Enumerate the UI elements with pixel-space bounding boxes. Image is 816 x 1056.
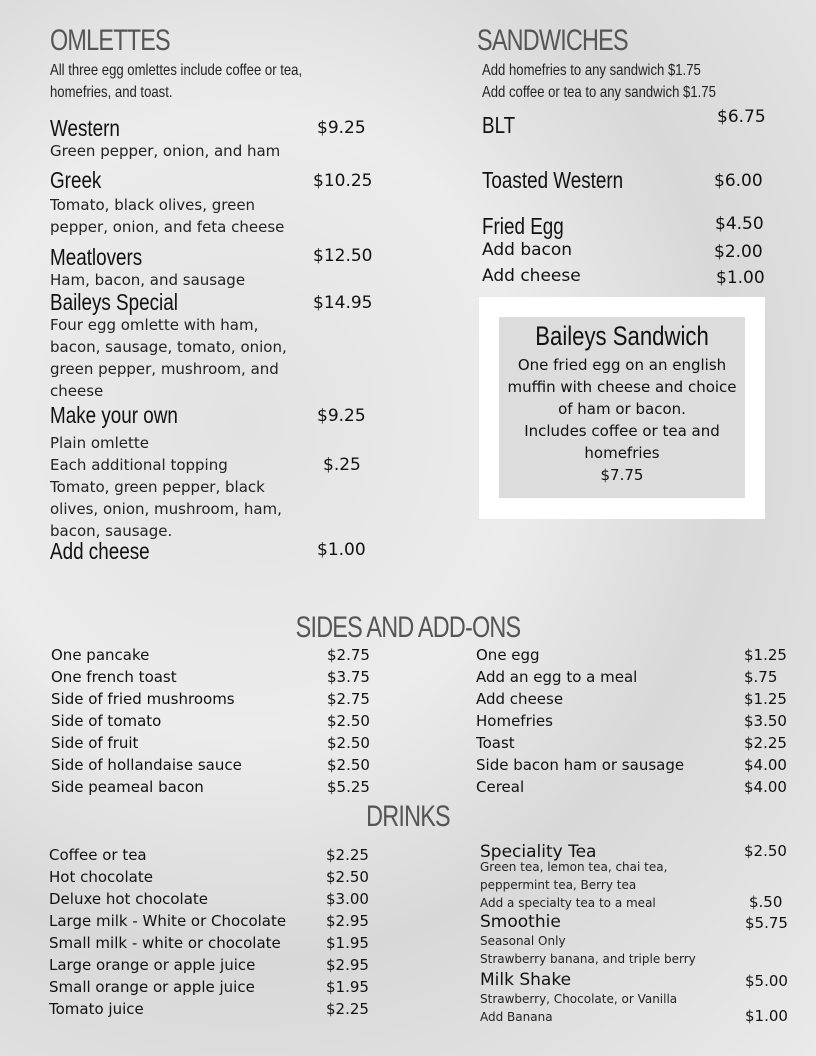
sandwich-add-bacon: Add bacon (482, 240, 573, 260)
milkshake-price: $5.00 (745, 972, 788, 990)
menu-row (51, 734, 371, 756)
menu-row (49, 912, 371, 934)
menu-row-name: Side of tomato (51, 712, 162, 730)
baileys-sandwich-panel (499, 317, 745, 498)
menu-row (476, 756, 788, 778)
omelette-greek-price: $10.25 (313, 171, 373, 191)
menu-row-price: $.75 (744, 668, 778, 686)
smoothie-desc-2: Strawberry banana, and triple berry (480, 952, 696, 966)
menu-row-price: $4.00 (744, 778, 787, 796)
menu-row-name: Large milk - White or Chocolate (49, 912, 287, 930)
menu-row-price: $4.00 (744, 756, 787, 774)
topping-label: Each additional topping (50, 456, 228, 474)
menu-row (51, 756, 371, 778)
menu-row (49, 1000, 371, 1022)
omelette-western-price: $9.25 (317, 118, 366, 138)
menu-row-name: Tomato juice (49, 1000, 144, 1018)
omelette-baileys-special-price: $14.95 (313, 293, 373, 313)
sandwich-toasted-western-price: $6.00 (714, 171, 763, 191)
menu-row-name: Side bacon ham or sausage (476, 756, 685, 774)
menu-row-name: One pancake (51, 646, 150, 664)
tea-desc-2: peppermint tea, Berry tea (480, 878, 637, 892)
sandwiches-note-2: Add coffee or tea to any sandwich $1.75 (482, 84, 716, 101)
menu-row-name: Large orange or apple juice (49, 956, 256, 974)
menu-row-price: $1.95 (326, 978, 369, 996)
menu-row-name: Small orange or apple juice (49, 978, 255, 996)
menu-row (51, 690, 371, 712)
sandwiches-note-1: Add homefries to any sandwich $1.75 (482, 62, 701, 79)
baileys-sandwich-box (479, 297, 765, 519)
tea-price: $2.50 (744, 842, 787, 860)
sandwich-blt-name: BLT (482, 112, 516, 138)
menu-row-price: $2.95 (326, 956, 369, 974)
menu-row (476, 646, 788, 668)
menu-row-price: $2.50 (327, 712, 370, 730)
milkshake-addon-price: $1.00 (745, 1007, 788, 1025)
drinks-heading: DRINKS (366, 800, 450, 833)
menu-row-name: Homefries (476, 712, 553, 730)
menu-row (476, 734, 788, 756)
smoothie-price: $5.75 (745, 914, 788, 932)
baileys-sandwich-includes: Includes coffee or tea and homefries (524, 422, 720, 462)
menu-row-name: One egg (476, 646, 540, 664)
menu-row-price: $3.50 (744, 712, 787, 730)
menu-row-name: Side of fried mushrooms (51, 690, 235, 708)
smoothie-name: Smoothie (480, 912, 561, 932)
omelette-make-your-own-desc: Plain omlette (50, 434, 150, 452)
omelette-meatlovers-desc: Ham, bacon, and sausage (50, 271, 246, 289)
sandwich-fried-egg-price: $4.50 (715, 214, 764, 234)
menu-row-name: Small milk - white or chocolate (49, 934, 281, 952)
omelette-make-your-own-price: $9.25 (317, 406, 366, 426)
menu-row-price: $2.50 (327, 734, 370, 752)
milkshake-addon: Add Banana (480, 1010, 553, 1024)
menu-row-price: $1.95 (326, 934, 369, 952)
menu-row-name: Side peameal bacon (51, 778, 204, 796)
sandwich-blt-price: $6.75 (717, 107, 766, 127)
topping-price: $.25 (323, 455, 361, 475)
menu-row-name: Add an egg to a meal (476, 668, 638, 686)
baileys-sandwich-desc: One fried egg on an english muffin with cheese and choice of ham or bacon. (507, 356, 737, 418)
menu-row-name: Side of hollandaise sauce (51, 756, 242, 774)
sandwich-fried-egg-name: Fried Egg (482, 213, 564, 239)
tea-addon-price: $.50 (749, 893, 783, 911)
menu-row (49, 956, 371, 978)
milkshake-desc: Strawberry, Chocolate, or Vanilla (480, 992, 678, 1006)
menu-row (49, 934, 371, 956)
baileys-sandwich-price: $7.75 (600, 466, 644, 484)
menu-row (476, 690, 788, 712)
omelette-baileys-special-desc: Four egg omlette with ham, bacon, sausage, tomato, onion, green pepper, mushroom, and cheese (50, 316, 287, 400)
omelette-add-cheese: Add cheese (50, 538, 150, 564)
tea-desc-1: Green tea, lemon tea, chai tea, (480, 860, 668, 874)
tea-addon: Add a specialty tea to a meal (480, 896, 656, 910)
menu-row-price: $2.50 (327, 756, 370, 774)
milkshake-name: Milk Shake (480, 970, 572, 990)
menu-row (51, 646, 371, 668)
omelette-greek-name: Greek (50, 167, 102, 193)
menu-row (49, 978, 371, 1000)
menu-row-name: One french toast (51, 668, 177, 686)
menu-row (49, 868, 371, 890)
menu-row (51, 668, 371, 690)
menu-row (51, 778, 371, 800)
menu-row-price: $2.25 (326, 846, 369, 864)
omelettes-heading: OMLETTES (50, 24, 170, 57)
menu-row-name: Cereal (476, 778, 525, 796)
sides-heading: SIDES AND ADD-ONS (295, 611, 521, 644)
omelette-add-cheese-price: $1.00 (317, 540, 366, 560)
sandwich-add-bacon-price: $2.00 (714, 242, 763, 262)
smoothie-desc-1: Seasonal Only (480, 934, 566, 948)
menu-row (49, 846, 371, 868)
menu-row-price: $2.25 (326, 1000, 369, 1018)
omelette-western-desc: Green pepper, onion, and ham (50, 142, 281, 160)
menu-row-price: $3.00 (326, 890, 369, 908)
menu-row (476, 712, 788, 734)
menu-row-price: $1.25 (744, 646, 787, 664)
menu-row-price: $1.25 (744, 690, 787, 708)
omelette-meatlovers-name: Meatlovers (50, 244, 143, 270)
topping-list: Tomato, green pepper, black olives, onion, mushroom, ham, bacon, sausage. (50, 478, 282, 540)
menu-row (476, 668, 788, 690)
tea-name: Speciality Tea (480, 842, 597, 862)
menu-row-name: Hot chocolate (49, 868, 153, 886)
omelette-greek-desc: Tomato, black olives, green pepper, onion, and feta cheese (50, 196, 285, 236)
menu-row (51, 712, 371, 734)
menu-row-price: $2.75 (327, 646, 370, 664)
menu-row-name: Coffee or tea (49, 846, 147, 864)
menu-row-name: Add cheese (476, 690, 564, 708)
menu-row-price: $2.95 (326, 912, 369, 930)
omelettes-intro-2: homefries, and toast. (50, 84, 173, 101)
menu-row-price: $2.50 (326, 868, 369, 886)
sandwich-add-cheese: Add cheese (482, 266, 581, 286)
sandwiches-heading: SANDWICHES (477, 24, 628, 57)
menu-row-price: $2.75 (327, 690, 370, 708)
menu-row-name: Toast (476, 734, 515, 752)
omelette-western-name: Western (50, 115, 120, 141)
menu-row-price: $3.75 (327, 668, 370, 686)
sandwich-add-cheese-price: $1.00 (716, 268, 765, 288)
omelette-meatlovers-price: $12.50 (313, 246, 373, 266)
menu-row-price: $5.25 (327, 778, 370, 796)
omelette-make-your-own-name: Make your own (50, 402, 178, 428)
sandwich-toasted-western-name: Toasted Western (482, 167, 624, 193)
menu-row (476, 778, 788, 800)
omelettes-intro-1: All three egg omlettes include coffee or tea, (50, 62, 303, 79)
menu-row-name: Side of fruit (51, 734, 139, 752)
menu-row (49, 890, 371, 912)
menu-row-price: $2.25 (744, 734, 787, 752)
baileys-sandwich-title: Baileys Sandwich (535, 321, 709, 351)
menu-row-name: Deluxe hot chocolate (49, 890, 209, 908)
omelette-baileys-special-name: Baileys Special (50, 289, 178, 315)
